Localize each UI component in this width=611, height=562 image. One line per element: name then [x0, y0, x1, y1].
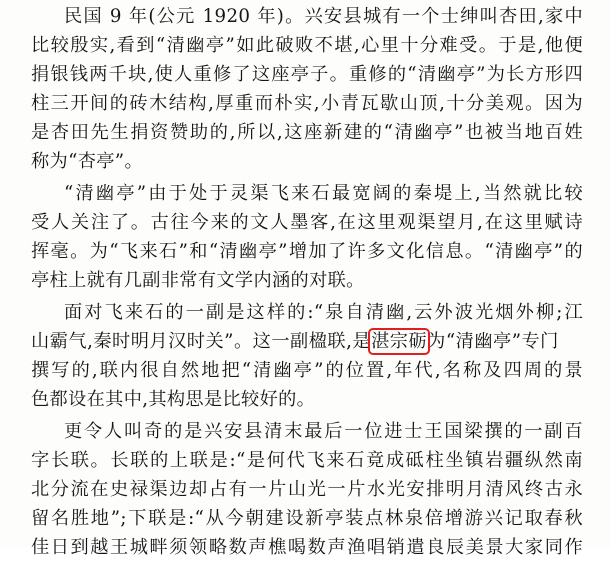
- text-line: 北分流在史禄渠边却占有一片山光一片水光安排明月清风终古永: [31, 479, 583, 500]
- text-line: 比较殷实,看到“清幽亭”如此破败不堪,心里十分难受。于是,他便: [31, 35, 583, 56]
- text-line: 撰写的,联内很自然地把“清幽亭”的位置,年代,名称及四周的景: [31, 360, 583, 381]
- text-line: 色都设在其中,其构思是比较好的。: [31, 389, 316, 410]
- text-line: 是杏田先生捐资赞助的,所以,这座新建的“清幽亭”也被当地百姓: [31, 122, 583, 143]
- text-line: 挥毫。为“飞来石”和“清幽亭”增加了许多文化信息。“清幽亭”的: [31, 241, 583, 262]
- text-line: 佳日到越王城畔须领略数声樵喝数声渔唱销遣良辰美景大家同作: [31, 537, 583, 558]
- text-line: 民国 9 年(公元 1920 年)。兴安县城有一个士绅叫杏田,家中: [64, 6, 583, 27]
- text-line: 面对飞来石的一副是这样的:“泉自清幽,云外波光烟外柳;江: [64, 302, 583, 323]
- text-line: 亭柱上就有几副非常有文学内涵的对联。: [31, 270, 365, 291]
- text-line-with-highlight: [31, 328, 583, 356]
- text-segment: 山霸气,秦时明月汉时关”。这一副楹联,是: [31, 331, 372, 352]
- text-line: 字长联。长联的上联是:“是何代飞来石竟成砥柱坐镇岩疆纵然南: [31, 450, 583, 471]
- text-line: 称为“杏亭”。: [31, 151, 143, 172]
- text-line: 柱三开间的砖木结构,厚重而朴实,小青瓦歇山顶,十分美观。因为: [31, 93, 583, 114]
- text-line: 受人关注了。古往今来的文人墨客,在这里观渠望月,在这里赋诗: [31, 212, 583, 233]
- text-line: “清幽亭”由于处于灵渠飞来石最宽阔的秦堤上,当然就比较: [64, 183, 583, 204]
- text-line: 留名胜地”;下联是:“从今朝建设新亭装点林泉倍增游兴记取春秋: [31, 508, 583, 529]
- text-segment: 为“清幽亭”专门: [427, 331, 559, 352]
- text-line: 捐银钱两千块,使人重修了这座亭子。重修的“清幽亭”为长方形四: [31, 64, 583, 85]
- text-line: 更令人叫奇的是兴安县清末最后一位进士王国梁撰的一副百: [64, 421, 583, 442]
- highlighted-name-box: 湛宗砺: [371, 331, 428, 352]
